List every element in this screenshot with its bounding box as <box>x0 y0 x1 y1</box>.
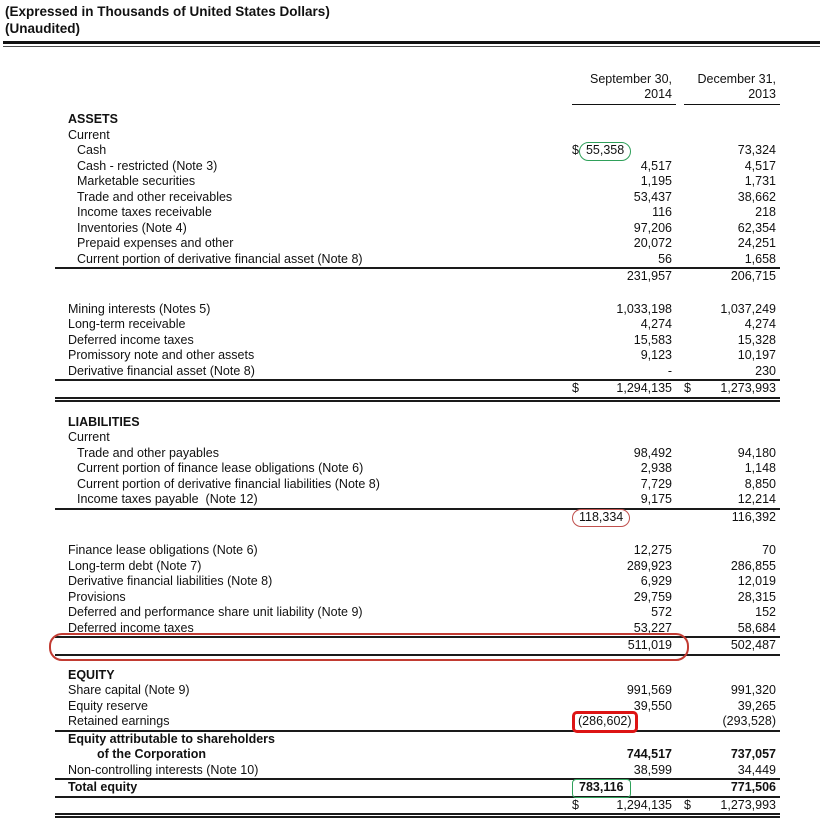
column-2014 <box>572 317 676 333</box>
column-2014 <box>572 683 676 699</box>
row-label: Income taxes payable (Note 12) <box>77 492 258 506</box>
table-row <box>55 236 780 252</box>
value-2013: 39,265 <box>737 698 776 713</box>
column-2013 <box>684 574 780 590</box>
value-2013: 94,180 <box>737 445 776 460</box>
row-label: Long-term debt (Note 7) <box>68 558 202 573</box>
row-label: Deferred and performance share unit liability (Note 9) <box>68 605 363 619</box>
value-2014: 4,274 <box>640 317 672 331</box>
table-row <box>55 252 780 270</box>
dollar-sign-2014: $ <box>572 381 579 395</box>
column-header-2014 <box>572 72 676 105</box>
value-2014: - <box>667 363 672 378</box>
value-2014: 1,033,198 <box>616 301 672 316</box>
column-header-2014-year: 2014 <box>644 87 672 101</box>
table-row <box>55 492 780 510</box>
column-2013 <box>684 699 780 715</box>
column-2013 <box>684 364 780 380</box>
row-label: Trade and other payables <box>77 445 219 460</box>
column-2013 <box>684 317 780 333</box>
value-2014: 1,294,135 <box>616 797 672 812</box>
column-2014 <box>572 747 676 763</box>
column-2014 <box>572 446 676 462</box>
value-2014: 53,437 <box>633 189 672 204</box>
value-2014: 39,550 <box>633 698 672 713</box>
column-header-row <box>55 72 780 105</box>
column-2014 <box>572 461 676 477</box>
table-row <box>55 446 780 462</box>
value-2013: 62,354 <box>737 220 776 235</box>
value-2014: 38,599 <box>633 762 672 777</box>
column-2014 <box>572 190 676 206</box>
column-2013 <box>684 683 780 699</box>
column-2014 <box>572 205 676 221</box>
column-2013 <box>684 446 780 462</box>
value-2014: 1,195 <box>640 174 672 188</box>
table-row <box>55 143 780 159</box>
column-2014 <box>572 252 676 268</box>
column-2014 <box>572 605 676 621</box>
column-2013 <box>684 269 780 285</box>
row-label: Long-term receivable <box>68 317 186 331</box>
value-2013: 116,392 <box>731 509 776 524</box>
row-label: Cash - restricted (Note 3) <box>77 158 218 173</box>
row-label: Marketable securities <box>77 174 196 188</box>
table-row <box>55 128 780 144</box>
value-2014: 991,569 <box>626 683 672 697</box>
column-2013 <box>684 747 780 763</box>
column-2013 <box>684 205 780 221</box>
value-2013: 34,449 <box>737 762 776 777</box>
column-2014 <box>572 364 676 380</box>
unaudited-note: (Unaudited) <box>5 21 80 36</box>
value-2013: 12,019 <box>737 574 776 588</box>
column-2014 <box>572 236 676 252</box>
expressed-in-note: (Expressed in Thousands of United States Dollars) <box>5 4 330 19</box>
table-row <box>55 747 780 763</box>
column-2013 <box>684 780 780 796</box>
row-label: Equity attributable to shareholders <box>68 731 275 746</box>
column-2013 <box>684 590 780 606</box>
value-2013: 152 <box>755 605 776 619</box>
column-2014 <box>572 269 676 285</box>
row-label: Current <box>68 127 110 142</box>
table-row <box>55 333 780 349</box>
row-label: Cash <box>77 143 107 157</box>
row-label: ASSETS <box>68 112 119 126</box>
table-spacer <box>55 656 780 668</box>
value-2013: 4,517 <box>744 158 776 173</box>
table-row <box>55 699 780 715</box>
value-2013: 1,273,993 <box>720 797 776 812</box>
value-2014: 289,923 <box>626 558 672 573</box>
value-2013: 1,658 <box>744 251 776 266</box>
value-2014: 9,175 <box>640 492 672 506</box>
column-2013 <box>684 638 780 654</box>
dollar-sign-2014: $ <box>572 797 579 812</box>
column-2013 <box>684 333 780 349</box>
column-2014 <box>572 714 676 731</box>
row-label: Deferred income taxes <box>68 620 194 635</box>
table-row <box>55 683 780 699</box>
column-2013 <box>684 143 780 159</box>
row-label: Current portion of derivative financial liabilities (Note 8) <box>77 476 380 491</box>
value-2013: 70 <box>762 543 776 557</box>
row-label: Inventories (Note 4) <box>77 220 187 235</box>
table-row <box>55 190 780 206</box>
value-2014: 116 <box>652 205 672 219</box>
value-2014-annotated: 55,358 <box>579 142 631 161</box>
value-2014: 12,275 <box>633 543 672 557</box>
row-label: EQUITY <box>68 667 115 682</box>
table-row <box>55 159 780 175</box>
value-2013: 10,197 <box>737 348 776 362</box>
column-2013 <box>684 348 780 364</box>
column-2013 <box>684 252 780 268</box>
value-2013: 8,850 <box>744 476 776 491</box>
row-label: Finance lease obligations (Note 6) <box>68 543 258 557</box>
table-row <box>55 221 780 237</box>
column-2014 <box>572 621 676 637</box>
column-header-2013 <box>684 72 780 105</box>
column-2013 <box>684 174 780 190</box>
table-spacer <box>55 525 780 543</box>
column-2014 <box>572 798 676 814</box>
column-2013 <box>684 510 780 526</box>
table-row <box>55 543 780 559</box>
value-2013: 771,506 <box>730 780 776 794</box>
value-2014: 6,929 <box>640 574 672 588</box>
table-row <box>55 605 780 621</box>
table-row <box>55 205 780 221</box>
value-2014: 20,072 <box>633 236 672 250</box>
value-2014: 744,517 <box>626 747 672 761</box>
value-2013: 1,731 <box>744 174 776 188</box>
table-row <box>55 364 780 382</box>
table-row <box>55 732 780 748</box>
table-body <box>55 112 780 815</box>
value-2013: 218 <box>755 205 776 219</box>
value-2013: 28,315 <box>737 589 776 604</box>
column-2013 <box>684 477 780 493</box>
column-2014 <box>572 302 676 318</box>
value-2013: 1,037,249 <box>720 301 776 316</box>
column-2013 <box>684 236 780 252</box>
column-2014 <box>572 574 676 590</box>
column-2014 <box>572 559 676 575</box>
value-2013: 15,328 <box>737 332 776 347</box>
column-header-2014-date: September 30, <box>590 72 672 86</box>
row-label: Equity reserve <box>68 698 148 713</box>
table-row <box>55 302 780 318</box>
value-2013: 38,662 <box>737 189 776 204</box>
value-2014: 15,583 <box>633 332 672 347</box>
value-2014: 2,938 <box>640 461 672 475</box>
column-2014 <box>572 590 676 606</box>
row-label: Trade and other receivables <box>77 189 233 204</box>
column-header-spacer <box>55 72 572 105</box>
column-2014 <box>572 492 676 508</box>
column-2013 <box>684 714 780 730</box>
value-2013: 1,273,993 <box>720 381 776 395</box>
row-label: Mining interests (Notes 5) <box>68 301 211 316</box>
row-label: Derivative financial asset (Note 8) <box>68 363 255 378</box>
row-label: Provisions <box>68 589 126 604</box>
value-2013: 58,684 <box>737 620 776 635</box>
row-label: Income taxes receivable <box>77 205 212 219</box>
value-2014: 56 <box>658 251 672 266</box>
row-label: Prepaid expenses and other <box>77 236 234 250</box>
value-2014: 1,294,135 <box>616 381 672 395</box>
table-row <box>55 461 780 477</box>
value-2013: 4,274 <box>744 317 776 331</box>
row-label: Derivative financial liabilities (Note 8) <box>68 574 273 588</box>
table-row <box>55 510 780 526</box>
table-row <box>55 174 780 190</box>
table-row <box>55 714 780 732</box>
column-2014 <box>572 781 676 796</box>
table-row <box>55 638 780 656</box>
value-2014: 7,729 <box>640 476 672 491</box>
value-2013: (293,528) <box>722 714 776 728</box>
row-label: Retained earnings <box>68 714 170 728</box>
table-spacer <box>55 285 780 302</box>
column-2013 <box>684 798 780 814</box>
column-2014 <box>572 333 676 349</box>
value-2014: 97,206 <box>633 220 672 235</box>
row-label: Current <box>68 430 110 444</box>
column-2013 <box>684 605 780 621</box>
value-2013: 24,251 <box>737 236 776 250</box>
table-row <box>55 269 780 285</box>
column-2013 <box>684 492 780 508</box>
row-label: Total equity <box>68 780 138 794</box>
table-row <box>55 381 780 399</box>
column-2014 <box>572 381 676 397</box>
value-2014: 4,517 <box>640 158 672 173</box>
value-2014: 53,227 <box>633 620 672 635</box>
dollar-sign-2013: $ <box>684 797 691 812</box>
value-2013: 12,214 <box>737 492 776 506</box>
column-gap <box>676 72 684 105</box>
statement-table <box>55 72 780 815</box>
column-2014 <box>572 143 676 159</box>
value-2014: 572 <box>651 605 672 619</box>
table-row <box>55 590 780 606</box>
column-2014 <box>572 763 676 779</box>
column-2013 <box>684 159 780 175</box>
value-2013: 73,324 <box>737 143 776 157</box>
column-2014 <box>572 477 676 493</box>
value-2013: 286,855 <box>730 558 776 573</box>
value-2014: 9,123 <box>640 348 672 362</box>
table-row <box>55 763 780 781</box>
value-2014: 231,957 <box>626 269 672 283</box>
table-row <box>55 668 780 684</box>
value-2013: 206,715 <box>730 269 776 283</box>
column-2014 <box>572 543 676 559</box>
table-row <box>55 112 780 128</box>
column-header-2013-date: December 31, <box>697 72 776 86</box>
column-2014 <box>572 511 676 525</box>
table-row <box>55 477 780 493</box>
value-2014: 98,492 <box>633 445 672 460</box>
value-2013: 1,148 <box>744 461 776 475</box>
row-label: Share capital (Note 9) <box>68 683 190 697</box>
row-label: Non-controlling interests (Note 10) <box>68 762 259 777</box>
column-2013 <box>684 621 780 637</box>
column-2013 <box>684 461 780 477</box>
column-2013 <box>684 302 780 318</box>
column-2014 <box>572 221 676 237</box>
document-header <box>0 0 823 37</box>
row-label: of the Corporation <box>97 747 207 761</box>
value-2013: 502,487 <box>730 638 776 652</box>
table-row <box>55 798 780 816</box>
column-2014 <box>572 159 676 175</box>
column-2014 <box>572 348 676 364</box>
value-2014-annotated: 783,116 <box>572 779 631 799</box>
table-row <box>55 621 780 639</box>
value-2014: 511,019 <box>627 638 672 652</box>
row-label: Current portion of derivative financial asset (Note 8) <box>77 251 363 266</box>
column-2013 <box>684 381 780 397</box>
column-2013 <box>684 559 780 575</box>
column-2013 <box>684 190 780 206</box>
column-2013 <box>684 543 780 559</box>
dollar-sign-2014: $ <box>572 143 579 157</box>
row-label: Current portion of finance lease obligations (Note 6) <box>77 461 364 475</box>
column-2014 <box>572 638 676 654</box>
table-row <box>55 559 780 575</box>
row-label: Promissory note and other assets <box>68 348 255 362</box>
row-label: Deferred income taxes <box>68 332 194 347</box>
column-2013 <box>684 763 780 779</box>
table-row <box>55 415 780 431</box>
table-row <box>55 780 780 798</box>
value-2013: 991,320 <box>730 683 776 697</box>
header-rule <box>3 41 820 47</box>
column-2014 <box>572 174 676 190</box>
value-2014-annotated: 118,334 <box>572 509 630 528</box>
table-row <box>55 317 780 333</box>
dollar-sign-2013: $ <box>684 381 691 395</box>
column-header-2013-year: 2013 <box>748 87 776 101</box>
value-2014-annotated: (286,602) <box>572 711 638 734</box>
table-row <box>55 348 780 364</box>
value-2014: 29,759 <box>633 589 672 604</box>
table-row <box>55 430 780 446</box>
value-2013: 230 <box>755 363 776 378</box>
row-label: LIABILITIES <box>68 414 140 429</box>
value-2013: 737,057 <box>730 747 776 761</box>
table-row <box>55 574 780 590</box>
column-2013 <box>684 221 780 237</box>
